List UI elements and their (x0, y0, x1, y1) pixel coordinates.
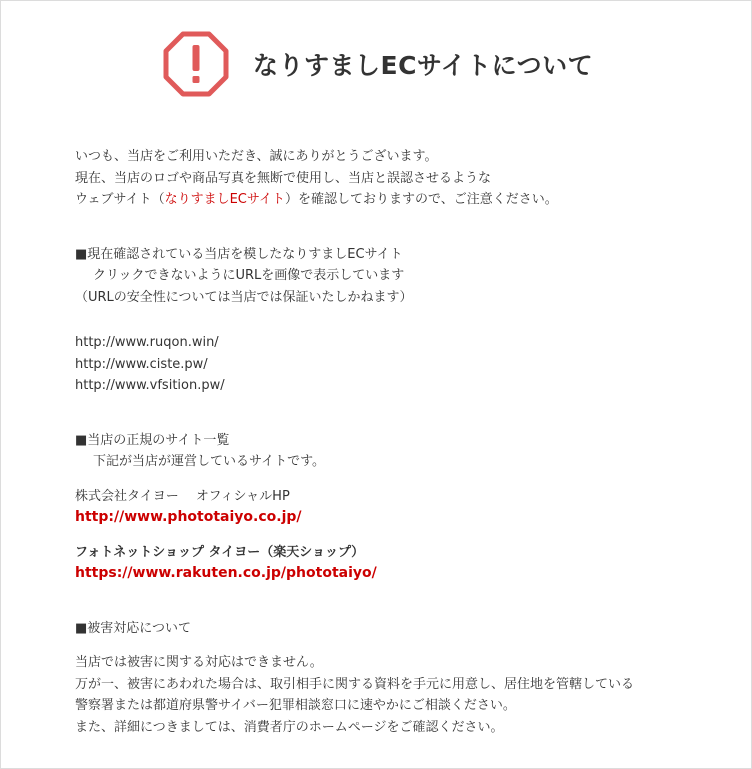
intro-line-2: 現在、当店のロゴや商品写真を無断で使用し、当店と誤認させるような (75, 170, 492, 186)
damage-line-1: 当店では被害に関する対応はできません。 (75, 655, 323, 670)
page-title: なりすましECサイトについて (253, 51, 594, 80)
intro-line-3 (75, 189, 735, 211)
fake-url-2: http://www.ciste.pw/ (75, 356, 208, 372)
official-site-2-link[interactable]: https://www.rakuten.co.jp/phototaiyo/ (75, 565, 377, 581)
official-site-1-link[interactable]: http://www.phototaiyo.co.jp/ (75, 509, 302, 525)
fake-site-highlight: なりすましECサイト (164, 192, 285, 207)
notice-body (75, 146, 735, 738)
fake-sites-note-1: クリックできないようにURLを画像で表示しています (93, 268, 405, 283)
damage-line-3: 警察署または都道府県警サイバー犯罪相談窓口に速やかにご相談ください。 (75, 698, 516, 713)
header (163, 31, 593, 97)
warning-icon (163, 31, 229, 97)
damage-heading: ■被害対応について (75, 620, 192, 636)
intro-line-1: いつも、当店をご利用いただき、誠にありがとうございます。 (75, 149, 438, 164)
intro-line-3-post: ）を確認しておりますので、ご注意ください。 (284, 192, 558, 207)
intro-line-3-pre: ウェブサイト（ (75, 192, 165, 207)
fake-url-1: http://www.ruqon.win/ (75, 335, 219, 350)
damage-line-4: また、詳細につきましては、消費者庁のホームページをご確認ください。 (75, 719, 504, 735)
damage-line-2: 万が一、被害にあわれた場合は、取引相手に関する資料を手元に用意し、居住地を管轄している (75, 676, 635, 692)
official-heading: ■当店の正規のサイト一覧 (75, 432, 230, 448)
official-site-2-name: フォトネットショップ タイヨー（楽天ショップ） (75, 544, 365, 560)
official-site-1-name: 株式会社タイヨー オフィシャルHP (75, 488, 290, 504)
fake-sites-note-2: （URLの安全性については当店では保証いたしかねます） (75, 289, 413, 305)
fake-url-3: http://www.vfsition.pw/ (75, 378, 225, 393)
official-note: 下記が当店が運営しているサイトです。 (93, 454, 326, 469)
fake-sites-heading: ■現在確認されている当店を模したなりすましECサイト (75, 246, 403, 262)
